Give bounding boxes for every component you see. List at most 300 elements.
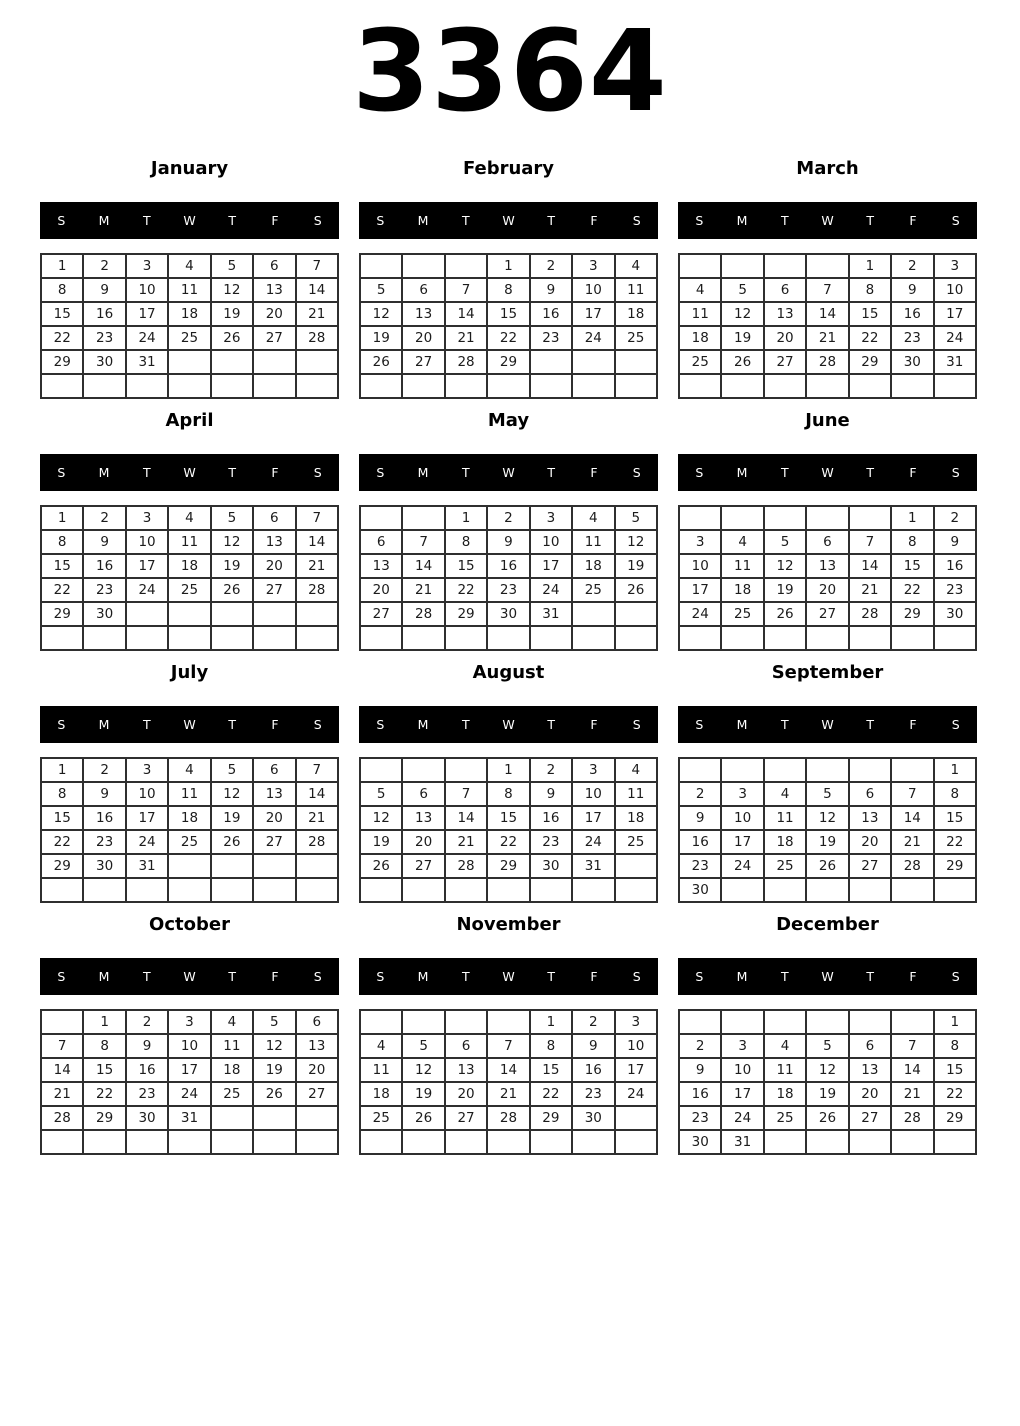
- day-cell: 26: [806, 1106, 848, 1130]
- weekday-label: T: [547, 968, 556, 984]
- empty-day-cell: [849, 506, 891, 530]
- week-row: [360, 806, 657, 830]
- empty-day-cell: [891, 1010, 933, 1034]
- day-cell: 11: [168, 278, 210, 302]
- day-cell: 6: [849, 1034, 891, 1058]
- empty-day-cell: [891, 1130, 933, 1154]
- day-cell: 8: [41, 782, 83, 806]
- weekday-label: S: [313, 716, 322, 732]
- day-cell: 15: [849, 302, 891, 326]
- day-cell: 4: [679, 278, 721, 302]
- empty-day-cell: [891, 626, 933, 650]
- week-row: [360, 302, 657, 326]
- month-table: [359, 1009, 658, 1155]
- week-row: [679, 806, 976, 830]
- week-row: [360, 1082, 657, 1106]
- day-cell: 18: [211, 1058, 253, 1082]
- week-row: [41, 806, 338, 830]
- weekday-header-row: [678, 202, 977, 239]
- weekday-header-row: [40, 454, 339, 491]
- day-cell: 2: [126, 1010, 168, 1034]
- empty-day-cell: [934, 1130, 976, 1154]
- day-cell: 29: [445, 602, 487, 626]
- weekday-label: M: [736, 968, 748, 984]
- day-cell: 23: [530, 326, 572, 350]
- day-cell: 8: [487, 782, 529, 806]
- day-cell: 29: [487, 350, 529, 374]
- day-cell: 7: [891, 1034, 933, 1058]
- empty-day-cell: [615, 878, 657, 902]
- month-january: [40, 158, 339, 399]
- day-cell: 2: [83, 254, 125, 278]
- day-cell: 30: [530, 854, 572, 878]
- day-cell: 15: [487, 302, 529, 326]
- day-cell: 30: [679, 878, 721, 902]
- day-cell: 21: [402, 578, 444, 602]
- day-cell: 26: [402, 1106, 444, 1130]
- weekday-label: F: [909, 716, 917, 732]
- week-row: [679, 1034, 976, 1058]
- empty-day-cell: [764, 626, 806, 650]
- day-cell: 12: [806, 1058, 848, 1082]
- day-cell: 25: [168, 830, 210, 854]
- week-row: [41, 326, 338, 350]
- day-cell: 27: [360, 602, 402, 626]
- day-cell: 28: [296, 578, 338, 602]
- day-cell: 5: [360, 278, 402, 302]
- weekday-label: S: [376, 212, 385, 228]
- day-cell: 18: [721, 578, 763, 602]
- weekday-header-row: [40, 958, 339, 995]
- day-cell: 16: [83, 302, 125, 326]
- day-cell: 27: [445, 1106, 487, 1130]
- day-cell: 7: [487, 1034, 529, 1058]
- weekday-label: T: [780, 968, 789, 984]
- week-row: [679, 530, 976, 554]
- weekday-label: S: [695, 716, 704, 732]
- day-cell: 15: [934, 1058, 976, 1082]
- day-cell: 19: [615, 554, 657, 578]
- day-cell: 5: [211, 254, 253, 278]
- week-row: [679, 506, 976, 530]
- weekday-label: T: [142, 716, 151, 732]
- day-cell: 26: [360, 854, 402, 878]
- empty-day-cell: [402, 506, 444, 530]
- day-cell: 7: [849, 530, 891, 554]
- day-cell: 21: [296, 302, 338, 326]
- day-cell: 8: [487, 278, 529, 302]
- weekday-label: T: [228, 212, 237, 228]
- day-cell: 29: [41, 854, 83, 878]
- empty-day-cell: [126, 1130, 168, 1154]
- weekday-label: W: [821, 464, 834, 480]
- week-row: [679, 1082, 976, 1106]
- day-cell: 7: [296, 254, 338, 278]
- day-cell: 21: [41, 1082, 83, 1106]
- month-name: September: [771, 661, 884, 683]
- empty-day-cell: [253, 854, 295, 878]
- day-cell: 27: [402, 350, 444, 374]
- day-cell: 31: [934, 350, 976, 374]
- day-cell: 2: [487, 506, 529, 530]
- weekday-label: M: [98, 968, 110, 984]
- day-cell: 30: [572, 1106, 614, 1130]
- week-row: [360, 758, 657, 782]
- day-cell: 28: [296, 326, 338, 350]
- day-cell: 25: [721, 602, 763, 626]
- week-row: [360, 350, 657, 374]
- empty-day-cell: [615, 350, 657, 374]
- day-cell: 25: [211, 1082, 253, 1106]
- empty-day-cell: [764, 758, 806, 782]
- day-cell: 28: [891, 854, 933, 878]
- weekday-label: F: [590, 212, 598, 228]
- weekday-label: T: [461, 716, 470, 732]
- day-cell: 28: [402, 602, 444, 626]
- day-cell: 11: [168, 782, 210, 806]
- month-table: [359, 505, 658, 651]
- day-cell: 19: [806, 830, 848, 854]
- day-cell: 11: [572, 530, 614, 554]
- weekday-header-row: [678, 706, 977, 743]
- empty-day-cell: [615, 626, 657, 650]
- day-cell: 18: [168, 806, 210, 830]
- day-cell: 25: [572, 578, 614, 602]
- week-row: [679, 254, 976, 278]
- week-row: [41, 578, 338, 602]
- day-cell: 24: [126, 578, 168, 602]
- empty-day-cell: [806, 758, 848, 782]
- week-row: [41, 1082, 338, 1106]
- day-cell: 2: [530, 758, 572, 782]
- day-cell: 13: [445, 1058, 487, 1082]
- empty-day-cell: [487, 1130, 529, 1154]
- day-cell: 30: [83, 602, 125, 626]
- empty-day-cell: [806, 374, 848, 398]
- day-cell: 6: [764, 278, 806, 302]
- empty-day-cell: [679, 758, 721, 782]
- weekday-label: F: [590, 968, 598, 984]
- weekday-label: S: [57, 212, 66, 228]
- week-row: [360, 254, 657, 278]
- day-cell: 9: [487, 530, 529, 554]
- day-cell: 14: [849, 554, 891, 578]
- weekday-label: T: [780, 464, 789, 480]
- day-cell: 20: [402, 326, 444, 350]
- empty-day-cell: [168, 602, 210, 626]
- week-row: [360, 1058, 657, 1082]
- weekday-label: S: [951, 212, 960, 228]
- day-cell: 3: [126, 758, 168, 782]
- day-cell: 19: [402, 1082, 444, 1106]
- weekday-label: S: [313, 212, 322, 228]
- week-row: [41, 1058, 338, 1082]
- month-june: [678, 410, 977, 651]
- empty-day-cell: [721, 758, 763, 782]
- day-cell: 15: [530, 1058, 572, 1082]
- day-cell: 11: [615, 278, 657, 302]
- weekday-label: M: [736, 716, 748, 732]
- day-cell: 14: [445, 302, 487, 326]
- weekday-label: W: [183, 968, 196, 984]
- day-cell: 1: [934, 1010, 976, 1034]
- day-cell: 28: [445, 854, 487, 878]
- week-row: [360, 782, 657, 806]
- day-cell: 13: [402, 806, 444, 830]
- day-cell: 3: [721, 782, 763, 806]
- day-cell: 26: [253, 1082, 295, 1106]
- day-cell: 23: [83, 830, 125, 854]
- month-name: April: [165, 409, 214, 431]
- weekday-label: F: [590, 464, 598, 480]
- day-cell: 5: [806, 1034, 848, 1058]
- day-cell: 9: [83, 782, 125, 806]
- empty-day-cell: [530, 878, 572, 902]
- empty-day-cell: [891, 758, 933, 782]
- empty-day-cell: [168, 1130, 210, 1154]
- empty-day-cell: [253, 602, 295, 626]
- month-name: May: [487, 409, 530, 431]
- day-cell: 26: [721, 350, 763, 374]
- day-cell: 14: [487, 1058, 529, 1082]
- weekday-label: T: [866, 212, 875, 228]
- weekday-label: M: [736, 464, 748, 480]
- day-cell: 8: [41, 278, 83, 302]
- day-cell: 14: [296, 530, 338, 554]
- weekday-label: S: [951, 716, 960, 732]
- day-cell: 15: [487, 806, 529, 830]
- month-november: [359, 914, 658, 1155]
- day-cell: 25: [764, 1106, 806, 1130]
- day-cell: 24: [572, 830, 614, 854]
- week-row: [360, 602, 657, 626]
- weekday-label: S: [57, 968, 66, 984]
- day-cell: 2: [934, 506, 976, 530]
- day-cell: 6: [253, 758, 295, 782]
- empty-day-cell: [721, 506, 763, 530]
- day-cell: 19: [360, 830, 402, 854]
- week-row: [360, 326, 657, 350]
- day-cell: 11: [615, 782, 657, 806]
- weekday-label: S: [951, 968, 960, 984]
- day-cell: 16: [679, 1082, 721, 1106]
- weekday-label: T: [142, 464, 151, 480]
- weekday-label: F: [590, 716, 598, 732]
- day-cell: 20: [764, 326, 806, 350]
- day-cell: 18: [764, 830, 806, 854]
- empty-day-cell: [530, 374, 572, 398]
- empty-day-cell: [615, 1106, 657, 1130]
- empty-day-cell: [296, 350, 338, 374]
- empty-day-cell: [360, 254, 402, 278]
- empty-day-cell: [487, 626, 529, 650]
- week-row: [41, 350, 338, 374]
- day-cell: 28: [41, 1106, 83, 1130]
- day-cell: 30: [891, 350, 933, 374]
- day-cell: 22: [487, 830, 529, 854]
- weekday-label: W: [821, 968, 834, 984]
- empty-day-cell: [721, 1010, 763, 1034]
- week-row: [679, 602, 976, 626]
- day-cell: 10: [572, 278, 614, 302]
- day-cell: 18: [679, 326, 721, 350]
- empty-day-cell: [679, 374, 721, 398]
- day-cell: 14: [296, 782, 338, 806]
- month-october: [40, 914, 339, 1155]
- week-row: [679, 854, 976, 878]
- day-cell: 27: [253, 830, 295, 854]
- empty-day-cell: [41, 1010, 83, 1034]
- day-cell: 2: [83, 758, 125, 782]
- day-cell: 15: [41, 554, 83, 578]
- year-title: 3364: [352, 7, 668, 137]
- empty-day-cell: [615, 602, 657, 626]
- day-cell: 31: [126, 854, 168, 878]
- day-cell: 16: [487, 554, 529, 578]
- day-cell: 5: [721, 278, 763, 302]
- weekday-label: F: [271, 464, 279, 480]
- day-cell: 22: [487, 326, 529, 350]
- week-row: [360, 830, 657, 854]
- weekday-label: S: [632, 716, 641, 732]
- empty-day-cell: [764, 1130, 806, 1154]
- day-cell: 6: [253, 506, 295, 530]
- day-cell: 23: [572, 1082, 614, 1106]
- day-cell: 10: [126, 530, 168, 554]
- day-cell: 3: [934, 254, 976, 278]
- empty-day-cell: [296, 602, 338, 626]
- empty-day-cell: [296, 626, 338, 650]
- month-december: [678, 914, 977, 1155]
- month-february: [359, 158, 658, 399]
- day-cell: 6: [402, 278, 444, 302]
- week-row: [41, 1034, 338, 1058]
- day-cell: 22: [445, 578, 487, 602]
- day-cell: 30: [487, 602, 529, 626]
- empty-day-cell: [806, 626, 848, 650]
- month-september: [678, 662, 977, 903]
- day-cell: 12: [360, 806, 402, 830]
- weekday-label: F: [271, 968, 279, 984]
- weekday-label: F: [271, 716, 279, 732]
- month-name: March: [796, 157, 859, 179]
- day-cell: 10: [721, 1058, 763, 1082]
- day-cell: 19: [253, 1058, 295, 1082]
- day-cell: 21: [891, 1082, 933, 1106]
- weekday-header-row: [359, 202, 658, 239]
- day-cell: 29: [934, 1106, 976, 1130]
- day-cell: 28: [296, 830, 338, 854]
- weekday-header-row: [678, 958, 977, 995]
- empty-day-cell: [211, 1130, 253, 1154]
- empty-day-cell: [721, 626, 763, 650]
- weekday-label: T: [866, 464, 875, 480]
- empty-day-cell: [253, 1106, 295, 1130]
- day-cell: 6: [445, 1034, 487, 1058]
- day-cell: 1: [487, 254, 529, 278]
- day-cell: 21: [487, 1082, 529, 1106]
- day-cell: 4: [615, 254, 657, 278]
- day-cell: 31: [572, 854, 614, 878]
- empty-day-cell: [83, 626, 125, 650]
- day-cell: 9: [83, 278, 125, 302]
- day-cell: 24: [126, 326, 168, 350]
- day-cell: 24: [615, 1082, 657, 1106]
- day-cell: 28: [445, 350, 487, 374]
- empty-day-cell: [402, 254, 444, 278]
- day-cell: 24: [679, 602, 721, 626]
- day-cell: 4: [168, 506, 210, 530]
- day-cell: 22: [83, 1082, 125, 1106]
- week-row: [41, 830, 338, 854]
- empty-day-cell: [126, 878, 168, 902]
- empty-day-cell: [445, 1010, 487, 1034]
- day-cell: 19: [360, 326, 402, 350]
- empty-day-cell: [360, 506, 402, 530]
- day-cell: 20: [253, 302, 295, 326]
- empty-day-cell: [934, 626, 976, 650]
- empty-day-cell: [806, 254, 848, 278]
- month-table: [678, 757, 977, 903]
- day-cell: 18: [572, 554, 614, 578]
- day-cell: 25: [764, 854, 806, 878]
- empty-day-cell: [360, 626, 402, 650]
- empty-day-cell: [402, 1010, 444, 1034]
- week-row: [41, 878, 338, 902]
- day-cell: 14: [806, 302, 848, 326]
- day-cell: 23: [530, 830, 572, 854]
- day-cell: 5: [211, 506, 253, 530]
- empty-day-cell: [41, 374, 83, 398]
- day-cell: 21: [891, 830, 933, 854]
- day-cell: 23: [83, 326, 125, 350]
- day-cell: 17: [615, 1058, 657, 1082]
- weekday-label: T: [142, 212, 151, 228]
- day-cell: 25: [615, 830, 657, 854]
- day-cell: 17: [572, 302, 614, 326]
- day-cell: 1: [934, 758, 976, 782]
- empty-day-cell: [253, 878, 295, 902]
- day-cell: 29: [934, 854, 976, 878]
- empty-day-cell: [402, 374, 444, 398]
- day-cell: 18: [360, 1082, 402, 1106]
- weekday-header-row: [359, 958, 658, 995]
- day-cell: 8: [891, 530, 933, 554]
- empty-day-cell: [126, 602, 168, 626]
- day-cell: 27: [296, 1082, 338, 1106]
- empty-day-cell: [849, 1130, 891, 1154]
- empty-day-cell: [721, 254, 763, 278]
- empty-day-cell: [849, 626, 891, 650]
- day-cell: 24: [572, 326, 614, 350]
- empty-day-cell: [445, 1130, 487, 1154]
- day-cell: 7: [806, 278, 848, 302]
- day-cell: 23: [679, 854, 721, 878]
- empty-day-cell: [402, 626, 444, 650]
- empty-day-cell: [211, 1106, 253, 1130]
- month-table: [359, 757, 658, 903]
- day-cell: 12: [211, 530, 253, 554]
- empty-day-cell: [891, 374, 933, 398]
- day-cell: 30: [679, 1130, 721, 1154]
- empty-day-cell: [445, 254, 487, 278]
- day-cell: 7: [445, 782, 487, 806]
- month-name: June: [805, 409, 850, 431]
- day-cell: 5: [806, 782, 848, 806]
- day-cell: 9: [530, 278, 572, 302]
- day-cell: 1: [445, 506, 487, 530]
- weekday-label: T: [547, 212, 556, 228]
